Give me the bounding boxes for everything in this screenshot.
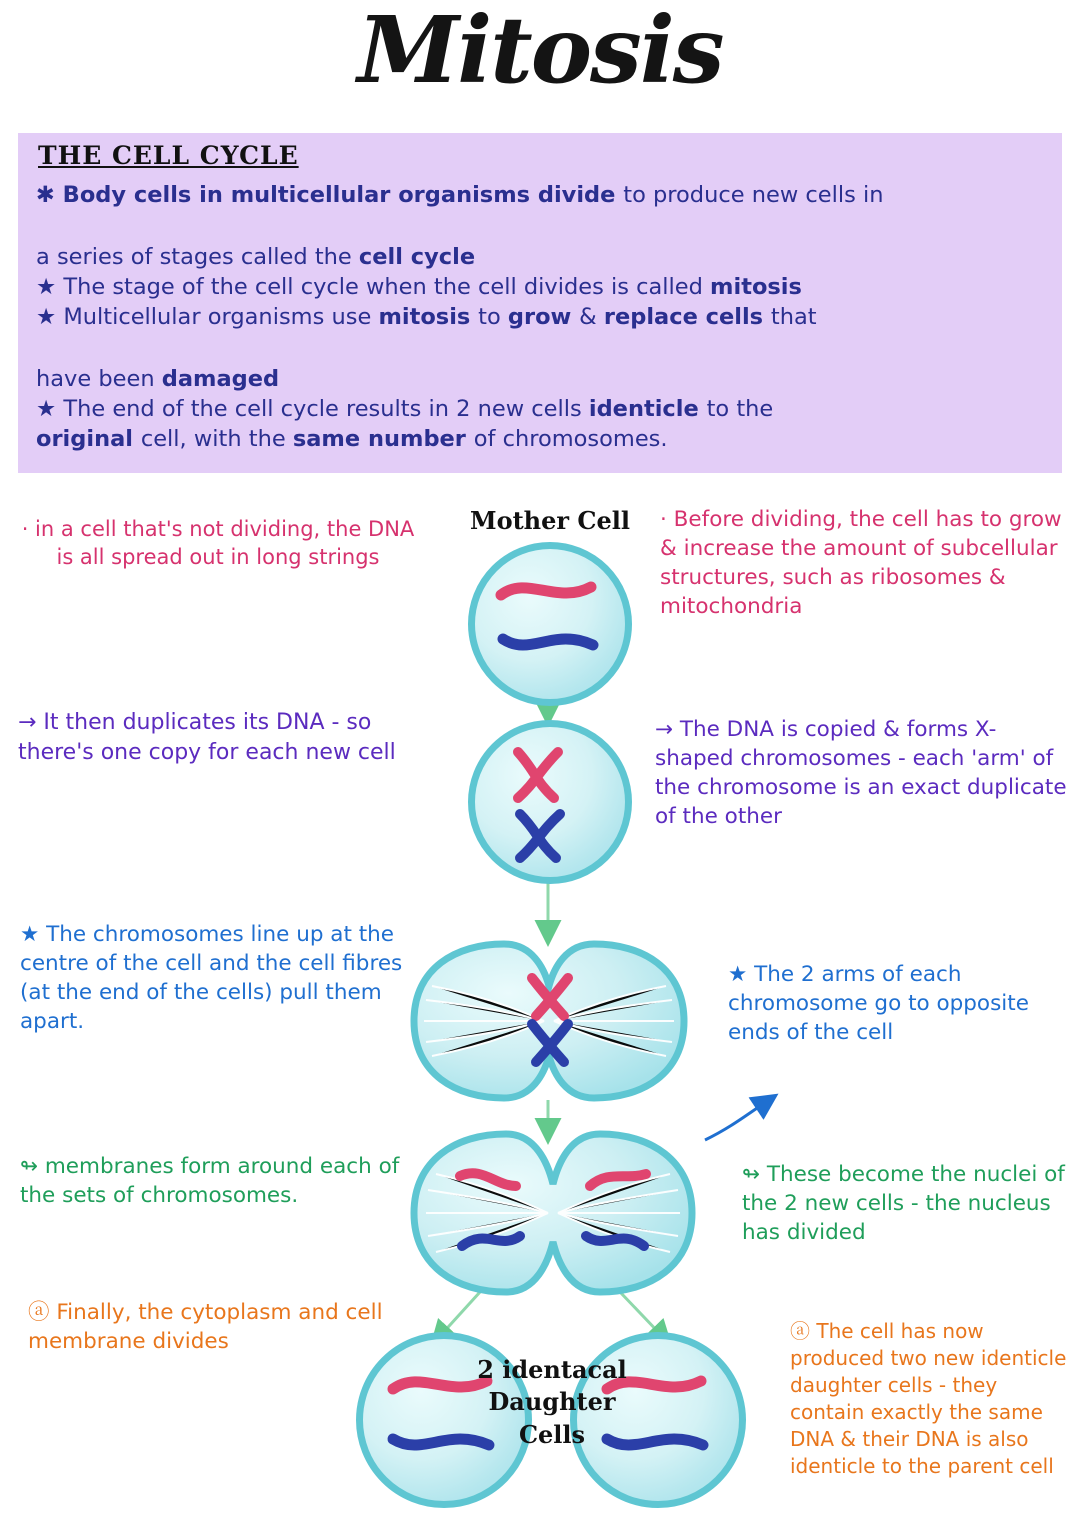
mother-cell [468,542,632,706]
cc-l2b: cell cycle [358,244,476,270]
note-two-identicle-daughters: ⓐ The cell has now produced two new identicle daughter cells - they contain exactly the same DNA & their DNA is also identicle to the parent cell [790,1319,1067,1478]
telophase-cell-shape [408,1128,698,1298]
mother-cell-chromatin [479,553,629,703]
cc-l7b: cell, with the [140,426,293,452]
duplicated-dna-cell [468,720,632,884]
daughter-label-line-1: 2 identacal [477,1355,627,1384]
mother-cell-label: Mother Cell [470,506,630,535]
cell-cycle-line-1 [36,181,1046,211]
metaphase-cell [408,938,690,1104]
note-arms-opposite-ends: ★ The 2 arms of each chromosome go to opposite ends of the cell [728,962,1029,1046]
cc-l3a: ★ The stage of the cell cycle when the cell divides is called [36,274,711,300]
cc-l5a: have been [36,366,162,392]
cell-cycle-heading: THE CELL CYCLE [38,141,299,170]
note-become-nuclei: ↬ These become the nuclei of the 2 new cells - the nucleus has divided [742,1162,1065,1246]
cc-l7c: same number [292,426,474,452]
cc-l7d: of chromosomes. [473,426,668,452]
note-x-shaped-chromosomes: → The DNA is copied & forms X-shaped chromosomes - each 'arm' of the chromosome is an exact duplicate of the other [655,717,1067,830]
cc-l1a: ✱ Body cells [36,182,200,208]
daughter-cells-label [450,1354,654,1451]
telophase-cell [408,1128,698,1298]
note-membranes-form: ↬ membranes form around each of the sets of chromosomes. [20,1154,400,1209]
mitosis-diagram [0,480,1080,1520]
cc-l4e: & [579,304,604,330]
cell-cycle-line-6 [36,395,1046,425]
cell-cycle-line-4 [36,303,1046,333]
cc-l7a: original [36,426,141,452]
cc-l4c: to [478,304,508,330]
x-shaped-chromosomes [478,730,630,882]
cc-l4f: replace cells [603,304,771,330]
cell-cycle-line-5 [36,365,1046,395]
cell-cycle-line-7 [36,425,1046,455]
cc-l1c: to produce new cells in [623,182,884,208]
cc-l2a: a series of stages called the [36,244,359,270]
cc-l5b: damaged [161,366,280,392]
daughter-label-line-2: Daughter [488,1387,616,1417]
cc-l6b: identicle [588,396,707,422]
cc-l6c: to the [706,396,774,422]
note-grow-before-dividing: · Before dividing, the cell has to grow & increase the amount of subcellular structures, such as ribosomes & mitochondria [660,507,1062,620]
cc-l1b: in multicellular organisms divide [199,182,624,208]
note-chromosomes-line-up: ★ The chromosomes line up at the centre of the cell and the cell fibres (at the end of the cells) pull them apart. [20,922,403,1035]
cc-l6a: ★ The end of the cell cycle results in 2 new cells [36,396,589,422]
cell-cycle-line-2 [36,243,1046,273]
cc-l4b: mitosis [378,304,479,330]
cell-cycle-panel [18,133,1062,473]
cc-l4a: ★ Multicellular organisms use [36,304,379,330]
note-cytoplasm-divides: ⓐ Finally, the cytoplasm and cell membrane divides [28,1300,383,1355]
cc-l4g: that [770,304,817,330]
metaphase-cell-shape [408,938,690,1104]
page-title: Mitosis [357,0,723,104]
daughter-label-line-3: Cells [518,1419,586,1449]
note-duplicates-dna: → It then duplicates its DNA - so there's one copy for each new cell [18,710,396,765]
note-dna-spread: · in a cell that's not dividing, the DNA is all spread out in long strings [21,517,415,570]
cc-l3b: mitosis [710,274,802,300]
cell-cycle-line-3 [36,273,1046,303]
cc-l4d: grow [507,304,580,330]
